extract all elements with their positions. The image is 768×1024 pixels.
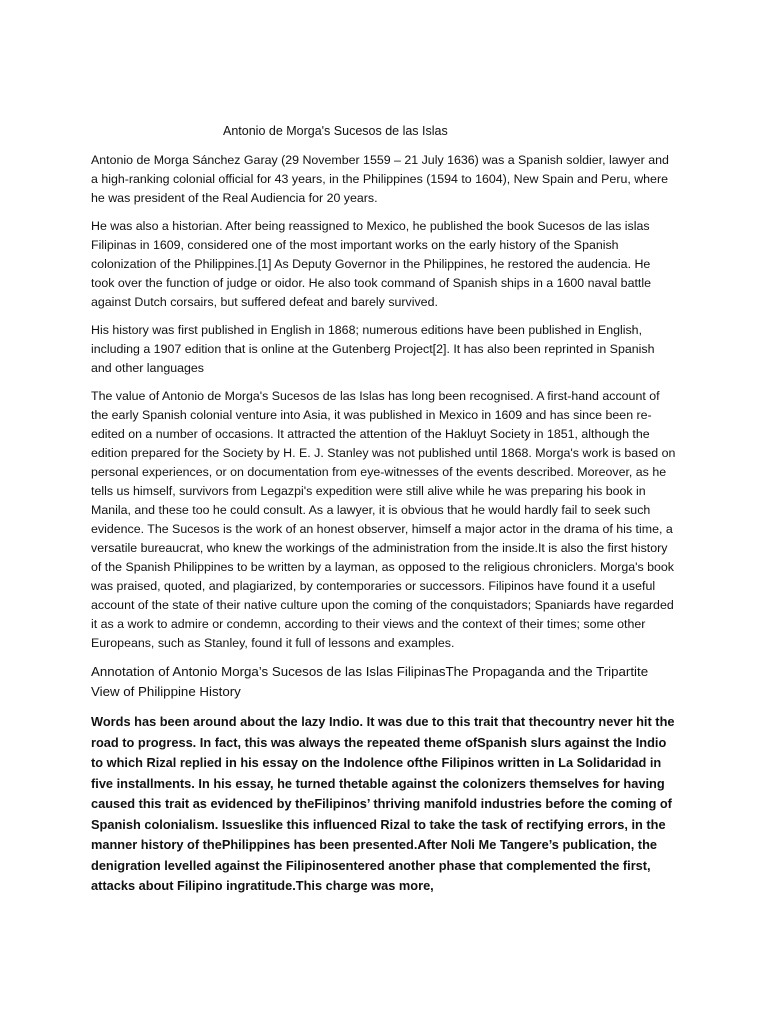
bold-paragraph: Words has been around about the lazy Indio. It was due to this trait that thecountry never hit the road to progress. In fact, this was always the repeated theme ofSpanish slurs against the Indio to which Rizal replied in his essay on the Indolence ofthe Filipinos written in La Solidaridad in five installments. In his essay, he turned thetable against the colonizers themselves for having caused this trait as evidenced by theFilipinos’ thriving manifold industries before the coming of Spanish colonialism. Issueslike this influenced Rizal to take the task of rectifying errors, in the manner history of thePhilippines has been presented.After Noli Me Tangere’s publication, the denigration levelled against the Filipinosentered another phase that complemented the first, attacks about Filipino ingratitude.This charge was more,: [91, 714, 675, 893]
document-page: [91, 122, 677, 897]
paragraph-value: The value of Antonio de Morga's Sucesos de las Islas has long been recognised. A first-hand account of the early Spanish colonial venture into Asia, it was published in Mexico in 1609 and has since been re-edited on a number of occasions. It attracted the attention of the Hakluyt Society in 1851, although the edition prepared for the Society by H. E. J. Stanley was not published until 1868. Morga's work is based on personal experiences, or on documentation from eye-witnesses of the events described. Moreover, as he tells us himself, survivors from Legazpi's expedition were still alive while he was preparing his book in Manila, and these too he could consult. As a lawyer, it is obvious that he would hardly fail to seek such evidence. The Sucesos is the work of an honest observer, himself a major actor in the drama of his time, a versatile bureaucrat, who knew the workings of the administration from the inside.It is also the first history of the Spanish Philippines to be written by a layman, as opposed to the religious chroniclers. Morga's book was praised, quoted, and plagiarized, by contemporaries or successors. Filipinos have found it a useful account of the state of their native culture upon the coming of the conquistadors; Spaniards have regarded it as a work to admire or condemn, according to their views and the context of their times; some other Europeans, such as Stanley, found it full of lessons and examples.: [91, 389, 676, 650]
annotation-heading: Annotation of Antonio Morga’s Sucesos de las Islas FilipinasThe Propaganda and the Tripartite View of Philippine History: [91, 664, 649, 699]
document-title: Antonio de Morga's Sucesos de las Islas: [223, 124, 448, 138]
paragraph-historian: He was also a historian. After being reassigned to Mexico, he published the book Sucesos de las islas Filipinas in 1609, considered one of the most important works on the early history of the Spanish colonization of the Philippines.[1] As Deputy Governor in the Philippines, he restored the audencia. He took over the function of judge or oidor. He also took command of Spanish ships in a 1600 naval battle against Dutch corsairs, but suffered defeat and barely survived.: [91, 219, 651, 309]
paragraph-biography: Antonio de Morga Sánchez Garay (29 November 1559 – 21 July 1636) was a Spanish soldier, lawyer and a high-ranking colonial official for 43 years, in the Philippines (1594 to 1604), New Spain and Peru, where he was president of the Real Audiencia for 20 years.: [91, 153, 669, 205]
paragraph-publication: His history was first published in English in 1868; numerous editions have been published in English, including a 1907 edition that is online at the Gutenberg Project[2]. It has also been reprinted in Spanish and other languages: [91, 323, 655, 375]
